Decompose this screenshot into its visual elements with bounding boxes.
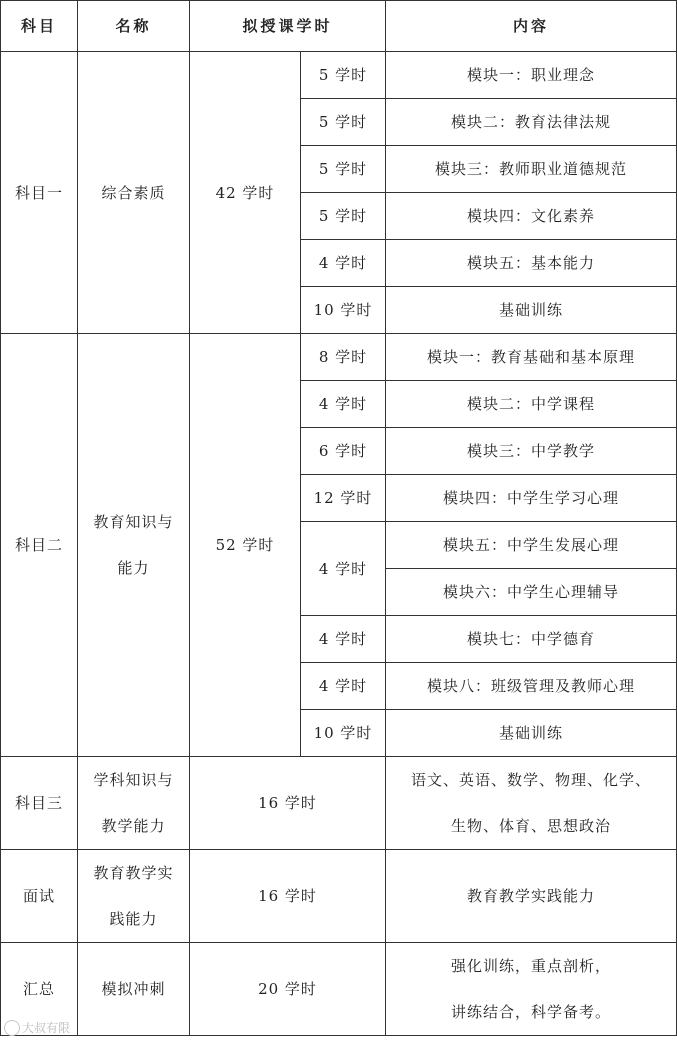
header-content: 内容 (386, 1, 677, 52)
module-hours: 4 学时 (301, 616, 386, 663)
module-hours: 5 学时 (301, 52, 386, 99)
subject3-content (386, 757, 677, 850)
subject1-name: 综合素质 (78, 52, 190, 334)
module-content: 模块一：教育基础和基本原理 (386, 334, 677, 381)
summary-content (386, 943, 677, 1036)
subject1-total: 42 学时 (190, 52, 301, 334)
interview-label: 面试 (1, 850, 78, 943)
header-hours: 拟授课学时 (190, 1, 386, 52)
module-content: 模块二：教育法律法规 (386, 99, 677, 146)
module-hours: 10 学时 (301, 287, 386, 334)
table-row (1, 757, 677, 850)
table-row (1, 334, 677, 381)
module-content: 模块七：中学德育 (386, 616, 677, 663)
module-hours: 6 学时 (301, 428, 386, 475)
interview-name-line1: 教育教学实 (93, 864, 174, 882)
table-row (1, 850, 677, 943)
subject2-name-line2: 能力 (117, 559, 150, 577)
subject3-name-line2: 教学能力 (101, 817, 166, 835)
summary-name: 模拟冲刺 (78, 943, 190, 1036)
header-subject: 科目 (1, 1, 78, 52)
module-content: 模块四：中学生学习心理 (386, 475, 677, 522)
watermark-text: 大叔有限 (22, 1021, 71, 1035)
module-hours: 10 学时 (301, 710, 386, 757)
summary-content-line2: 讲练结合，科学备考。 (451, 1003, 612, 1021)
module-content: 模块一：职业理念 (386, 52, 677, 99)
subject2-name-line1: 教育知识与 (93, 513, 174, 531)
module-hours: 4 学时 (301, 522, 386, 616)
module-hours: 5 学时 (301, 193, 386, 240)
module-content: 基础训练 (386, 287, 677, 334)
watermark (4, 1019, 70, 1036)
subject2-total: 52 学时 (190, 334, 301, 757)
module-content: 模块四：文化素养 (386, 193, 677, 240)
module-hours: 4 学时 (301, 240, 386, 287)
summary-total: 20 学时 (190, 943, 386, 1036)
subject1-label: 科目一 (1, 52, 78, 334)
interview-name-line2: 践能力 (109, 910, 158, 928)
module-content: 模块三：教师职业道德规范 (386, 146, 677, 193)
interview-content: 教育教学实践能力 (386, 850, 677, 943)
summary-content-line1: 强化训练，重点剖析， (451, 957, 612, 975)
module-content: 模块五：中学生发展心理 (386, 522, 677, 569)
header-row (1, 1, 677, 52)
module-hours: 4 学时 (301, 663, 386, 710)
subject3-content-line1: 语文、英语、数学、物理、化学、 (411, 771, 652, 789)
module-content: 模块六：中学生心理辅导 (386, 569, 677, 616)
table-row (1, 52, 677, 99)
module-hours: 5 学时 (301, 146, 386, 193)
module-hours: 12 学时 (301, 475, 386, 522)
module-content: 基础训练 (386, 710, 677, 757)
subject3-name (78, 757, 190, 850)
module-content: 模块三：中学教学 (386, 428, 677, 475)
module-hours: 8 学时 (301, 334, 386, 381)
subject3-content-line2: 生物、体育、思想政治 (451, 817, 612, 835)
subject3-name-line1: 学科知识与 (93, 771, 174, 789)
table-row (1, 943, 677, 1036)
subject2-label: 科目二 (1, 334, 78, 757)
interview-total: 16 学时 (190, 850, 386, 943)
interview-name (78, 850, 190, 943)
module-content: 模块二：中学课程 (386, 381, 677, 428)
module-content: 模块八：班级管理及教师心理 (386, 663, 677, 710)
watermark-logo-icon (4, 1020, 20, 1036)
subject2-name (78, 334, 190, 757)
subject3-total: 16 学时 (190, 757, 386, 850)
summary-label: 汇总 (1, 943, 78, 1036)
module-content: 模块五：基本能力 (386, 240, 677, 287)
module-hours: 4 学时 (301, 381, 386, 428)
module-hours: 5 学时 (301, 99, 386, 146)
header-name: 名称 (78, 1, 190, 52)
subject3-label: 科目三 (1, 757, 78, 850)
